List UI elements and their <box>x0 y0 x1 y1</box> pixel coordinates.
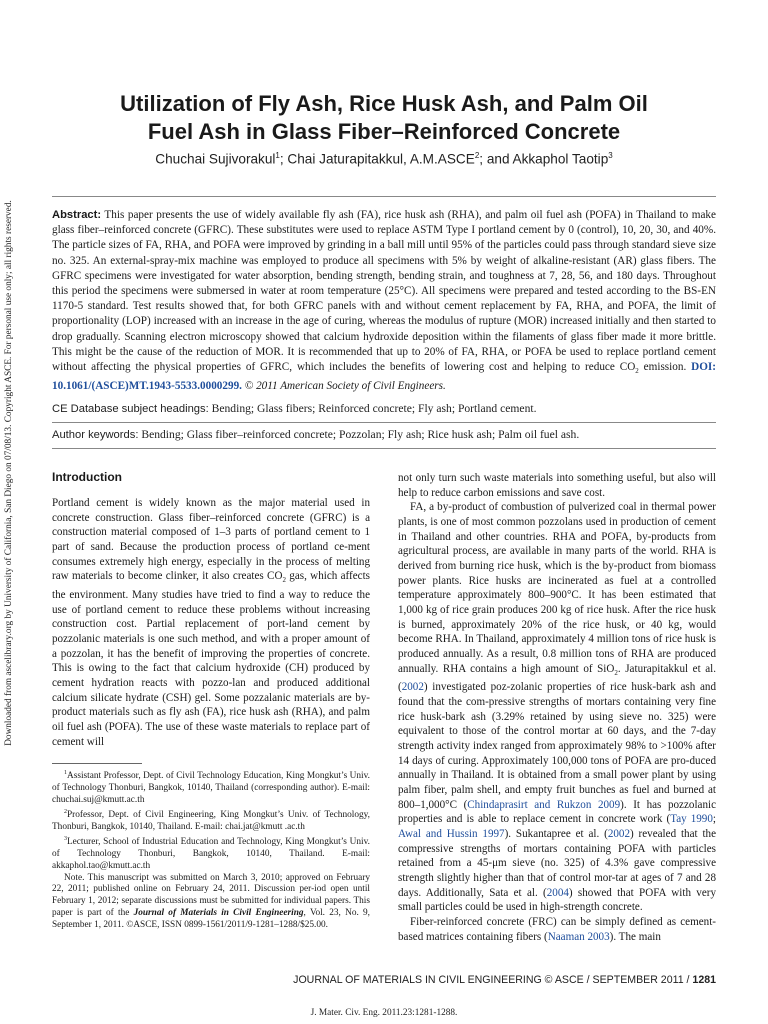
rc-text-c: ) investigated poz-zolanic properties of rice husk-bark ash and found that the com-pressive strengths of mortars containing very fine rice husk-bark ash (3.29% retained by using sieve no. 325) were equivalent to those of the control mortar at 60 days, and the 7-day strength activity index ranged from approximately 98% to >100% after 14 days of curing. Approximately 100,000 tons of POFA are pro-duced annually in Thailand. It is obtained from a small power plant by using palm fiber, palm shell, and empty fruit bunches as fuel and burned at 800–1,000°C ( <box>398 681 716 811</box>
ce-headings-text: Bending; Glass fibers; Reinforced concrete; Fly ash; Portland cement. <box>208 402 537 415</box>
intro-co2-subscript: 2 <box>282 576 286 585</box>
keywords-divider <box>52 422 716 423</box>
citation-link-chindaprasirt[interactable]: Chindaprasirt and Rukzon 2009 <box>467 798 621 811</box>
doi-link[interactable]: DOI: 10.1061/(ASCE)MT.1943-5533.0000299. <box>52 361 717 393</box>
author-1-affiliation: 1 <box>275 151 280 160</box>
rc-text-h: ) showed that POFA with very small particles could be used in high-strength concrete. <box>398 886 716 914</box>
abstract <box>52 208 716 395</box>
intro-text-b: gas, which affects the environment. Many studies have tried to find a way to reduce the use of portland cement to reduce these problems without increasing construction cost. Partial replacement of port-land cement by pozzolanic materials is one such method, and with a proper amount of a pozzolan, it has the benefit of improving the properties of concrete. This is owing to the fact that calcium hydroxide (CH) produced by cement hydration reacts with pozzo-lan and produced additional calcium silicate hydrate (CSH) gel. Some pozzalanic materials are by-product materials such as fly ash (FA), rice husk ash (RHA), and palm oil fuel ash (POFA). The use of these waste materials to replace part of cement will <box>52 570 370 748</box>
citation-link-sukantapree[interactable]: 2002 <box>607 827 630 840</box>
right-paragraph-2 <box>398 915 716 944</box>
author-2: ; Chai Jaturapitakkul, A.M.ASCE <box>279 151 475 167</box>
author-3: ; and Akkaphol Taotip <box>479 151 609 167</box>
footnote-3-marker: 3 <box>64 835 67 842</box>
footnote-1 <box>52 768 370 807</box>
co2-subscript: 2 <box>635 367 639 376</box>
footnote-3 <box>52 834 370 873</box>
download-notice <box>2 198 16 748</box>
author-2-affiliation: 2 <box>474 151 480 160</box>
rc2-text-b: ). The main <box>609 930 661 943</box>
abstract-bottom-rule <box>52 448 716 449</box>
left-column <box>52 496 370 749</box>
ce-subject-headings <box>52 402 716 415</box>
title-line-2: Fuel Ash in Glass Fiber–Reinforced Concrete <box>147 119 621 144</box>
footnote-1-text: Assistant Professor, Dept. of Civil Technology Education, King Mongkut’s Univ. of Technology Thonburi, Bangkok, 10140, Thailand (corresponding author). E-mail: chuchai.suj@kmutt.ac.th <box>52 771 370 805</box>
citation-link-sata[interactable]: 2004 <box>546 886 569 899</box>
right-paragraph-1 <box>398 500 716 915</box>
intro-text-a: Portland cement is widely known as the major material used in concrete construction. Glass fiber–reinforced concrete (GFRC) is a construction material composed of 1–3 parts of portland cement to 1 part of sand. Because the production process of portland ce-ment consumes extremely high energy, especially in the process of melting raw materials to become clinker, it also creates CO <box>52 497 370 583</box>
download-notice-text: Downloaded from ascelibrary.org by University of California, San Diego on 07/08/13. Copyright ASCE. For personal use only; all rights reserved. <box>4 200 14 746</box>
right-paragraph-0: not only turn such waste materials into something useful, but also will help to reduce carbon emissions and save cost. <box>398 472 716 499</box>
introduction-heading: Introduction <box>52 470 122 484</box>
rc-text-e: ; <box>712 813 716 826</box>
sio2-subscript: 2 <box>614 668 618 677</box>
note-journal-name: Journal of Materials in Civil Engineering <box>133 908 304 919</box>
note-text-a: Note. This manuscript was submitted on March 3, 2010; approved on February 22, 2011; published online on February 24, 2011. Discussion per-iod open until February 1, 2012; separate discussions must be submitted for individual papers. This paper is part of the <box>52 872 370 919</box>
footnote-1-marker: 1 <box>64 770 67 776</box>
abstract-body-end: emission. <box>638 361 692 374</box>
page-number: 1281 <box>692 974 716 986</box>
rc-text-b: . Jaturapitakkul et al. ( <box>398 662 716 694</box>
footnote-2-text: Professor, Dept. of Civil Engineering, King Mongkut’s Univ. of Technology, Thonburi, Bangkok, 10140, Thailand. E-mail: chai.jat@kmutt .ac.th <box>52 809 370 832</box>
author-3-affiliation: 3 <box>608 151 613 160</box>
footnote-3-text: Lecturer, School of Industrial Education and Technology, King Mongkut’s Univ. of Technology Thonburi, Bangkok, 10140, Thailand. E-mail: akkaphol.tao@kmutt.ac.th <box>52 836 370 871</box>
footnote-2-marker: 2 <box>64 808 67 815</box>
citation-footer: J. Mater. Civ. Eng. 2011.23:1281-1288. <box>310 1008 458 1018</box>
title-line-1: Utilization of Fly Ash, Rice Husk Ash, and Palm Oil <box>120 91 648 116</box>
journal-footer <box>293 974 716 986</box>
copyright-notice: © 2011 American Society of Civil Engineers. <box>241 380 446 393</box>
citation-link-tay[interactable]: Tay 1990 <box>670 813 713 826</box>
author-keywords <box>52 428 716 441</box>
author-keywords-text: Bending; Glass fiber–reinforced concrete; Pozzolan; Fly ash; Rice husk ash; Palm oil fuel ash. <box>138 428 580 441</box>
rc-text-a: FA, a by-product of combustion of pulverized coal in thermal power plants, is one of most common pozzolans used in production of cement in Thailand and other countries. RHA and POFA, by-products from agricultural process, are available in many parts of the world. RHA is derived from burning rice husk, which is the by-product from biomass power plants. Rice husks are incinerated as fuel at a controlled temperature approximately 800–900°C. It has been estimated that 1,000 kg of rice grain produces 200 kg of rice husk. After the rice husk is burned, approximately 20% of the rice husk, or 40 kg, would become RHA. In Thailand, approximately 4 million tons of rice husk is produced annually. As a result, 0.8 million tons of RHA are produced annually. RHA contains a high amount of SiO <box>398 501 716 675</box>
abstract-top-rule <box>52 196 716 197</box>
submission-note <box>52 873 370 933</box>
author-1: Chuchai Sujivorakul <box>155 151 276 167</box>
citation-link-jaturapitakkul[interactable]: 2002 <box>401 681 424 694</box>
ce-headings-label: CE Database subject headings: <box>52 403 209 415</box>
journal-footer-text: JOURNAL OF MATERIALS IN CIVIL ENGINEERING © ASCE / SEPTEMBER 2011 / <box>293 974 693 986</box>
citation-link-naaman[interactable]: Naaman 2003 <box>547 930 610 943</box>
rc-text-g: ) revealed that the compressive strengths of mortars containing POFA with particles retained from a 45-μm sieve (no. 325) of 4.3% gave compressive strength slightly higher than that of control mor-tar at ages of 7 and 28 days. Additionally, Sata et al. ( <box>398 827 717 899</box>
rc-text-f: ). Sukantapree et al. ( <box>504 827 608 840</box>
abstract-body: This paper presents the use of widely available fly ash (FA), rice husk ash (RHA), and palm oil fuel ash (POFA) in Thailand to make glass fiber–reinforced concrete (GFRC). These substitutes were used to replace ASTM Type I portland cement by 0 (control), 10, 20, 30, and 40%. The particle sizes of FA, RHA, and POFA were improved by grinding in a ball mill until 95% of the particles could pass through standard sieve size no. 325. An external-spray-mix machine was employed to produce all specimens with 5% by weight of alkaline-resistant (AR) glass fibers. The GFRC specimens were investigated for water absorption, bending strength, bending strain, and toughness at 7, 28, 56, and 180 days. Throughout this period the specimens were submersed in water at room temperature (25°C). All specimens were prepared and tested according to the BS-EN 1170-5 standard. Test results showed that, for both GFRC panels with and without cement replacement by FA, RHA, and POFA, the limit of proportionality (LOP) increased with an increase in the age of curing, whereas the modulus of rupture (MOR) increased initially and then started to drop gradually. Scanning electron microscopy showed that calcium hydroxide deposition within the filaments of glass fiber made it more brittle. This might be the cause of the reduction of MOR. It is recommended that up to 20% of FA, RHA, or POFA be used to replace portland cement without affecting the physical properties of GFRC, which includes the benefits of lowering cost and helping to reduce CO <box>52 209 716 374</box>
abstract-label: Abstract: <box>52 209 102 221</box>
footnotes <box>52 768 370 932</box>
intro-paragraph-1 <box>52 496 370 749</box>
footnote-rule <box>52 763 142 764</box>
citation-link-awal[interactable]: Awal and Hussin 1997 <box>398 827 505 840</box>
note-text-b: , Vol. 23, No. 9, September 1, 2011. ©ASCE, ISSN 0899-1561/2011/9-1281–1288/$25.00. <box>52 908 370 931</box>
footnote-2 <box>52 807 370 834</box>
author-keywords-label: Author keywords: <box>52 429 139 441</box>
rc2-text-a: Fiber-reinforced concrete (FRC) can be simply defined as cement-based matrices containing fibers ( <box>398 915 716 943</box>
right-column <box>398 471 716 944</box>
author-list <box>60 151 708 167</box>
rc-text-d: ). It has pozzolanic properties and is able to replace cement in concrete work ( <box>398 798 717 826</box>
paper-title <box>60 90 708 146</box>
